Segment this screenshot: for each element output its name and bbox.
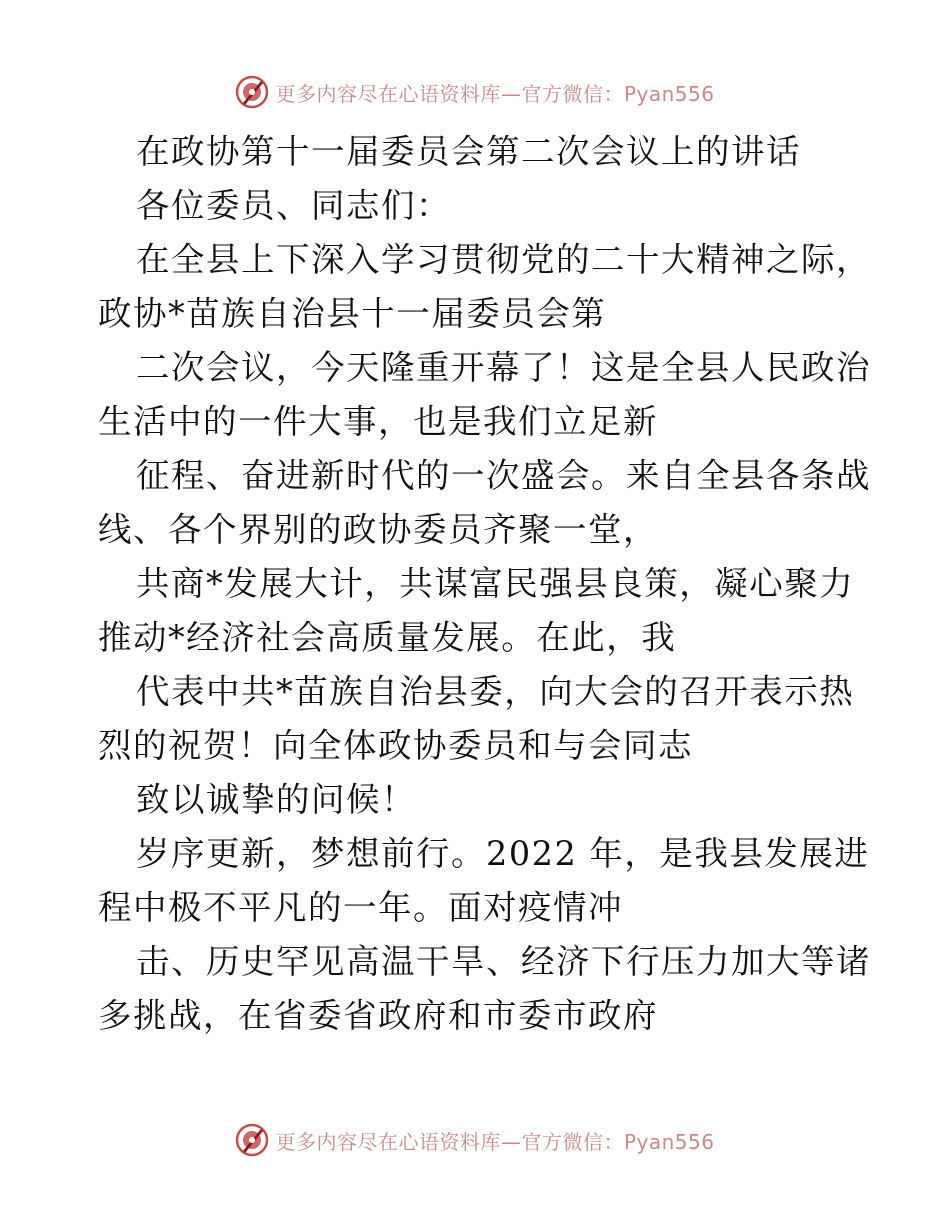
text-line: 程中极不平凡的一年。面对疫情冲	[98, 888, 623, 927]
text-line: 生活中的一件大事，也是我们立足新	[98, 402, 658, 441]
text-line: 代表中共*苗族自治县委，向大会的召开表示热	[136, 672, 855, 711]
text-line: 多挑战，在省委省政府和市委市政府	[98, 996, 658, 1035]
text-line: 线、各个界别的政协委员齐聚一堂，	[98, 510, 658, 549]
text-line: 征程、奋进新时代的一次盛会。来自全县各条战	[136, 456, 871, 495]
header-watermark	[0, 72, 950, 112]
text-line: 在全县上下深入学习贯彻党的二十大精神之际，	[136, 240, 871, 279]
quill-pen-logo-icon	[235, 75, 269, 109]
quill-pen-logo-icon	[235, 1123, 269, 1157]
text-line: 二次会议，今天隆重开幕了！这是全县人民政治	[136, 348, 871, 387]
footer-watermark	[0, 1120, 950, 1160]
text-line: 各位委员、同志们：	[136, 186, 451, 225]
text-line: 在政协第十一届委员会第二次会议上的讲话	[136, 132, 801, 171]
text-line: 击、历史罕见高温干旱、经济下行压力加大等诸	[136, 942, 871, 981]
text-line: 政协*苗族自治县十一届委员会第	[98, 294, 607, 333]
text-line: 推动*经济社会高质量发展。在此，我	[98, 618, 677, 657]
text-line: 共商*发展大计，共谋富民强县良策，凝心聚力	[136, 564, 855, 603]
text-line: 烈的祝贺！向全体政协委员和与会同志	[98, 726, 693, 765]
document-body	[98, 125, 871, 1043]
text-line: 岁序更新，梦想前行。2022 年，是我县发展进	[136, 834, 870, 873]
text-line: 致以诚挚的问候！	[136, 780, 416, 819]
watermark-text: 更多内容尽在心语资料库—官方微信：Pyan556	[275, 1129, 715, 1154]
watermark-text: 更多内容尽在心语资料库—官方微信：Pyan556	[275, 81, 715, 106]
